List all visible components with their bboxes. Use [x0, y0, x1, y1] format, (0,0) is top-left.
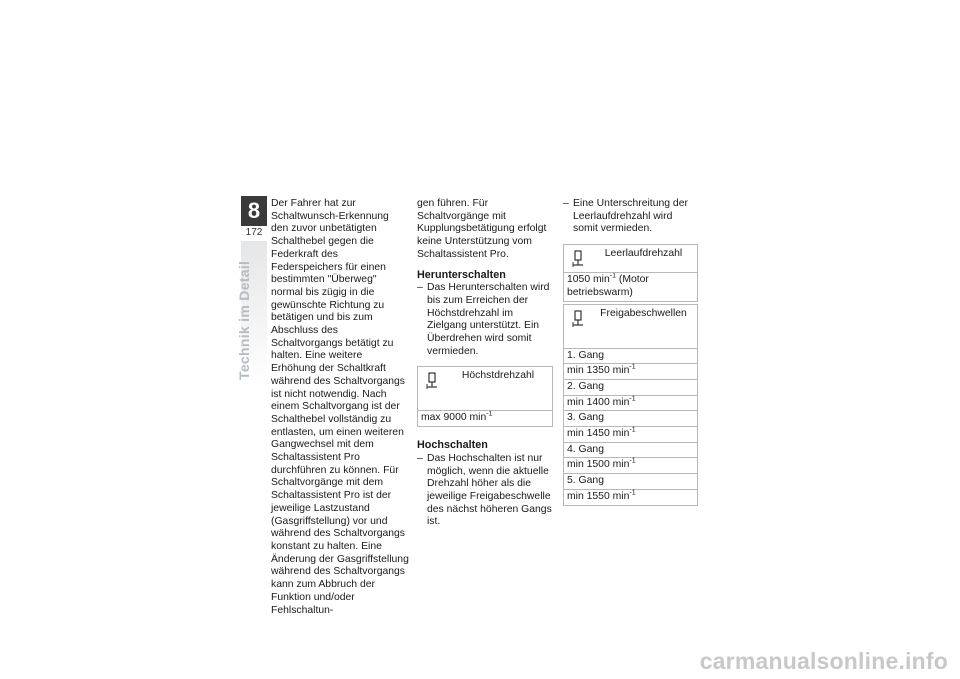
gear-threshold: min 1350 $\min^{-1}$: [564, 364, 697, 380]
tacho-spec-icon: [572, 250, 584, 268]
spec-box-label: Leerlaufdrehzahl: [604, 248, 683, 260]
list-item-text: Das Hochschalten ist nur möglich, wenn die aktuelle Drehzahl höher als die jeweilige Freigabeschwelle des nächst höheren Gangs ist.: [427, 452, 552, 528]
column-1: [271, 198, 409, 617]
heading-downshift: Herunterschalten: [417, 268, 506, 281]
list-item-text: Eine Unterschreitung der Leerlaufdrehzahl wird somit vermieden.: [573, 198, 688, 235]
page-number: 172: [245, 227, 263, 238]
spec-box-header: [418, 367, 552, 411]
spec-box-idle-rpm: [563, 244, 698, 301]
column-2: [417, 198, 553, 529]
gear-label: 2. Gang: [564, 380, 697, 396]
spec-box-max-rpm: [417, 366, 553, 427]
spec-box-release-thresholds: [563, 304, 698, 506]
body-paragraph: Der Fahrer hat zur Schaltwunsch-Erkennung den zuvor unbetätigten Schalthebel gegen die Federkraft des Federspeichers für einen bestimmten "Überweg" normal bis zügig in die gewünschte Richtung zu betätigen und bis zum Abschluss des Schaltvorgangs betätigt zu halten. Eine weitere Erhöhung der Schaltkraft während des Schaltvorgangs ist nicht notwendig. Nach einem Schaltvorgang ist der Schalthebel vollständig zu entlasten, um einen weiteren Gangwechsel mit dem Schaltassistent Pro durchführen zu können. Für Schaltvorgänge mit dem Schaltassistent Pro ist der jeweilige Lastzustand (Gasgriffstellung) vor und während des Schaltvorgangs konstant zu halten. Eine Änderung der Gasgriffstellung während des Schaltvorgangs kann zum Abbruch der Funktion und/oder Fehlschaltun-: [271, 198, 409, 616]
spec-box-value: 1050 $\min^{-1}$ (Motor betriebswarm): [567, 272, 649, 298]
chapter-badge: 8: [241, 196, 267, 226]
gear-label: 3. Gang: [564, 411, 697, 427]
dash-bullet: –: [417, 282, 423, 294]
body-paragraph: gen führen. Für Schaltvorgänge mit Kupplungsbetätigung erfolgt keine Unterstützung vom Schaltassistent Pro.: [417, 198, 547, 260]
spec-box-header: [564, 245, 697, 273]
gear-threshold: min 1550 $\min^{-1}$: [567, 489, 636, 502]
dash-bullet: –: [417, 452, 423, 464]
column-3: [563, 198, 698, 506]
tacho-spec-icon: [426, 372, 438, 390]
list-item: [417, 282, 553, 358]
gear-label: 1. Gang: [564, 349, 697, 365]
gear-threshold: min 1450 $\min^{-1}$: [564, 427, 697, 443]
dash-bullet: –: [563, 198, 569, 209]
spec-box-label: Höchstdrehzahl: [461, 370, 535, 382]
gear-label: 5. Gang: [564, 474, 697, 490]
tacho-spec-icon: [572, 310, 584, 328]
watermark: carmanualsonline.info: [699, 648, 948, 674]
list-item: [417, 453, 553, 529]
spec-box-label: Freigabeschwellen: [600, 307, 687, 319]
section-title: Technik im Detail: [236, 260, 252, 380]
spec-box-value: max 9000 $\min^{-1}$: [421, 410, 493, 424]
heading-upshift: Hochschalten: [417, 439, 488, 452]
gear-threshold: min 1400 $\min^{-1}$: [564, 396, 697, 412]
gear-threshold: min 1500 $\min^{-1}$: [564, 458, 697, 474]
spec-box-header: [564, 305, 697, 349]
list-item: [563, 198, 698, 236]
gear-label: 4. Gang: [564, 443, 697, 459]
list-item-text: Das Herunterschalten wird bis zum Erreichen der Höchstdrehzahl im Zielgang unterstützt. Ein Überdrehen wird somit vermieden.: [427, 282, 550, 357]
